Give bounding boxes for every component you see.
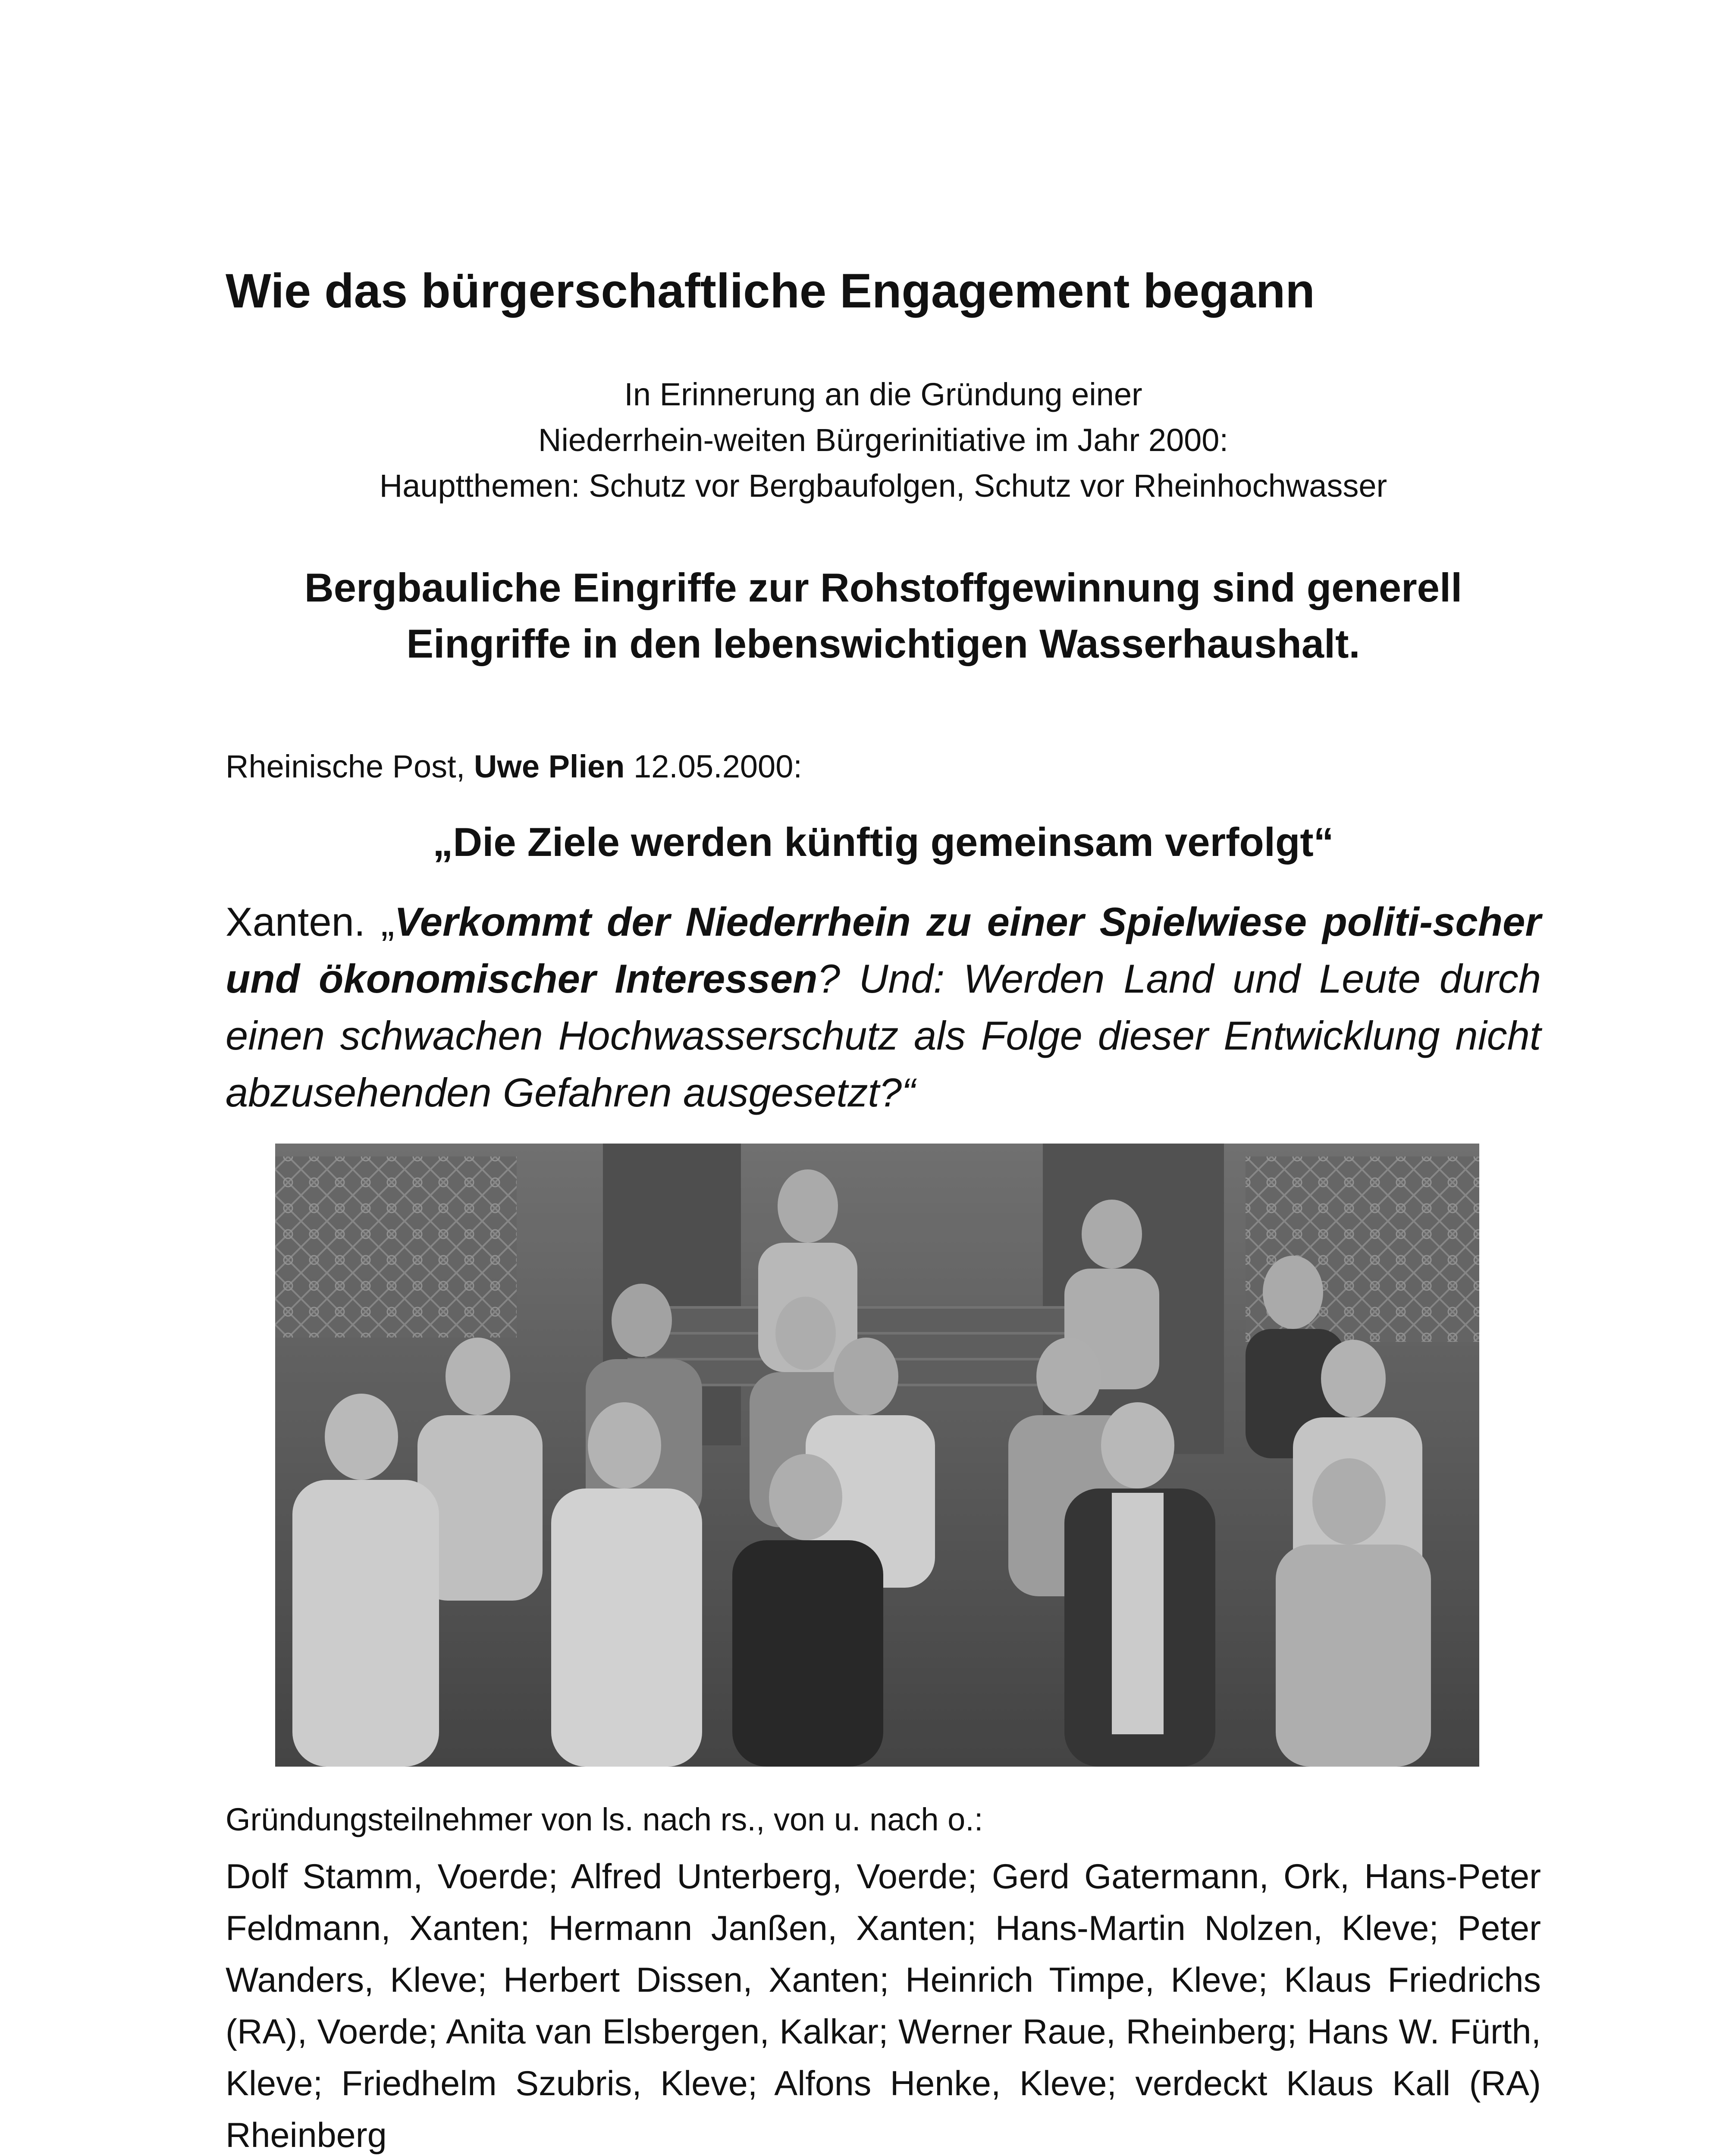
group-photo-illustration bbox=[275, 1144, 1479, 1767]
intro-line-3: Hauptthemen: Schutz vor Bergbaufolgen, Schutz vor Rheinhochwasser bbox=[379, 468, 1387, 504]
intro-line-2: Niederrhein-weiten Bürgerinitiative im Jahr 2000: bbox=[538, 422, 1228, 458]
thesis-statement bbox=[226, 560, 1541, 672]
participant-names: Dolf Stamm, Voerde; Alfred Unterberg, Voerde; Gerd Gatermann, Ork, Hans-Peter Feldmann, Xanten; Hermann Janßen, Xanten; Hans-Martin Nolzen, Kleve; Peter Wanders, Kleve; Herbert Dissen, Xanten; Heinrich Timpe, Kleve; Klaus Friedrichs (RA), Voerde; Anita van Elsbergen, Kalkar; Werner Raue, Rheinberg; Hans W. Fürth, Kleve; Friedhelm Szubris, Kleve; Alfons Henke, Kleve; verdeckt Klaus Kall (RA) Rheinberg bbox=[226, 1857, 1541, 2155]
source-date: 12.05.2000: bbox=[624, 749, 802, 784]
page-title: Wie das bürgerschaftliche Engagement begann bbox=[226, 264, 1315, 318]
caption-lead: Gründungsteilnehmer von ls. nach rs., von u. nach o.: bbox=[226, 1802, 983, 1837]
article-source bbox=[226, 745, 1541, 788]
quote-emphasis: Verkommt der Niederrhein zu einer Spielwiese politi-scher und ökonomischer Interessen bbox=[226, 899, 1541, 1001]
source-author: Uwe Plien bbox=[474, 749, 625, 784]
quote-rest: ? Und: Werden Land und Leute durch einen schwachen Hochwasserschutz als Folge dieser Entwicklung nicht abzusehenden Gefahren ausgesetzt?“ bbox=[226, 956, 1541, 1115]
group-photo bbox=[275, 1144, 1479, 1767]
intro-line-1: In Erinnerung an die Gründung einer bbox=[624, 376, 1142, 412]
source-newspaper: Rheinische Post, bbox=[226, 749, 474, 784]
article-headline: „Die Ziele werden künftig gemeinsam verfolgt“ bbox=[433, 819, 1334, 865]
intro-block bbox=[226, 372, 1541, 509]
quote-lead: Xanten. „ bbox=[226, 899, 395, 944]
thesis-line-1: Bergbauliche Eingriffe zur Rohstoffgewinnung sind generell bbox=[304, 565, 1462, 610]
thesis-line-2: Eingriffe in den lebenswichtigen Wasserhaushalt. bbox=[406, 621, 1360, 666]
article-quote bbox=[226, 893, 1541, 1121]
